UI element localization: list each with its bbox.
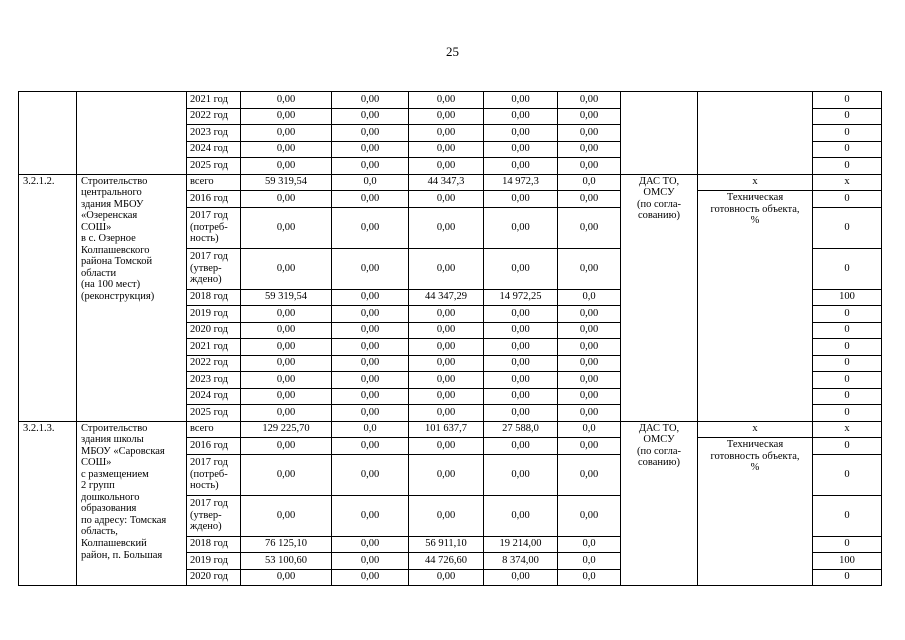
amount-c3: 0,00 [409,454,484,495]
amount-c3: 101 637,7 [409,421,484,438]
text-line: Техническая [726,439,784,450]
year-cell [187,405,241,422]
amount-c2: 0,00 [332,158,409,175]
table-row [19,421,882,438]
amount-c2: 0,00 [332,289,409,306]
year-cell [187,536,241,553]
text-line: 2019 год [190,554,228,566]
responsible-executor [621,174,698,421]
text-line: «Озеренская [81,210,138,222]
amount-c5: 0,00 [558,438,621,455]
text-line: ность) [190,480,219,492]
year-cell [187,322,241,339]
amount-c1: 0,00 [241,207,332,248]
text-line: Техническая [726,192,784,203]
text-line: всего [190,176,214,188]
item-name [77,421,187,586]
amount-c3: 0,00 [409,141,484,158]
amount-c2: 0,00 [332,339,409,356]
text-line: с размещением [81,468,149,480]
amount-c5: 0,0 [558,289,621,306]
amount-c4: 0,00 [484,569,558,586]
amount-c3: 0,00 [409,108,484,125]
indicator-target-value: 0 [813,405,882,422]
year-cell [187,92,241,109]
text-line: ждено) [190,521,222,533]
indicator-target-value: 0 [813,388,882,405]
amount-c1: 0,00 [241,438,332,455]
text-line: 2024 год [190,390,228,402]
amount-c5: 0,00 [558,388,621,405]
amount-c2: 0,00 [332,438,409,455]
amount-c4: 0,00 [484,355,558,372]
amount-c2: 0,00 [332,306,409,323]
amount-c1: 0,00 [241,306,332,323]
amount-c4: 0,00 [484,191,558,208]
amount-c4: 19 214,00 [484,536,558,553]
amount-c2: 0,00 [332,92,409,109]
amount-c2: 0,00 [332,569,409,586]
item-code [19,421,77,586]
text-line: 2021 год [190,93,228,105]
amount-c5: 0,0 [558,536,621,553]
amount-c3: 0,00 [409,191,484,208]
text-line: 2018 год [190,538,228,550]
amount-c1: 0,00 [241,569,332,586]
text-line: (утвер- [190,509,222,521]
text-line: 2016 год [190,439,228,451]
amount-c2: 0,00 [332,495,409,536]
text-line: (реконструкция) [81,290,155,302]
item-code [19,92,77,175]
amount-c5: 0,00 [558,372,621,389]
text-line: сованию) [638,210,680,222]
text-line: 2018 год [190,291,228,303]
amount-c2: 0,00 [332,191,409,208]
amount-c1: 53 100,60 [241,553,332,570]
text-line: СОШ» [81,221,112,233]
text-line: область, [81,526,118,538]
table-row [19,92,882,109]
text-line: области [81,267,117,279]
text-line: 2025 год [190,406,228,418]
indicator-target-value: 0 [813,495,882,536]
text-line: 2017 год [190,457,228,469]
budget-table [18,91,882,586]
amount-c3: 0,00 [409,388,484,405]
indicator-target-value: 0 [813,355,882,372]
year-cell [187,158,241,175]
amount-c4: 0,00 [484,108,558,125]
text-line: ДАС ТО, [638,175,680,187]
year-cell [187,388,241,405]
text-line: Строительство [81,422,148,434]
text-line: МБОУ «Саровская [81,445,165,457]
text-line: 2017 год [190,251,228,263]
amount-c5: 0,00 [558,306,621,323]
text-line: 2017 год [190,210,228,222]
indicator-name [698,438,813,586]
year-cell [187,191,241,208]
amount-c3: 0,00 [409,207,484,248]
indicator-target-value: 0 [813,108,882,125]
amount-c1: 0,00 [241,158,332,175]
text-line: 2021 год [190,340,228,352]
text-line: (потреб- [190,221,228,233]
text-line: здания школы [81,434,144,446]
text-line: центрального [81,187,142,199]
text-line: ОМСУ [643,187,675,199]
amount-c2: 0,00 [332,405,409,422]
amount-c4: 0,00 [484,372,558,389]
amount-c3: 0,00 [409,339,484,356]
amount-c1: 0,00 [241,248,332,289]
text-line: района Томской [81,256,153,268]
indicator-target-value: 0 [813,207,882,248]
indicator-target-value: 0 [813,158,882,175]
amount-c2: 0,00 [332,322,409,339]
item-name [77,174,187,421]
amount-c5: 0,00 [558,355,621,372]
amount-c4: 0,00 [484,125,558,142]
year-cell [187,108,241,125]
text-line: 2017 год [190,498,228,510]
indicator-target-value: x [813,421,882,438]
year-cell [187,339,241,356]
year-cell [187,207,241,248]
amount-c3: 0,00 [409,92,484,109]
amount-c3: 0,00 [409,158,484,175]
text-line: сованию) [638,457,680,469]
year-cell [187,438,241,455]
amount-c2: 0,00 [332,125,409,142]
amount-c2: 0,00 [332,248,409,289]
indicator-target-value: x [813,174,882,191]
amount-c5: 0,00 [558,158,621,175]
text-line: здания МБОУ [81,198,144,210]
amount-c1: 59 319,54 [241,289,332,306]
amount-c1: 0,00 [241,322,332,339]
indicator-value: x [698,174,813,191]
amount-c4: 0,00 [484,158,558,175]
indicator-target-value: 0 [813,141,882,158]
table-row [19,174,882,191]
text-line: (утвер- [190,262,222,274]
year-cell [187,372,241,389]
amount-c5: 0,0 [558,174,621,191]
amount-c4: 8 374,00 [484,553,558,570]
text-line: 2022 год [190,110,228,122]
amount-c5: 0,00 [558,248,621,289]
text-line: 2020 год [190,324,228,336]
text-line: ДАС ТО, [638,422,680,434]
amount-c2: 0,00 [332,108,409,125]
indicator-target-value: 100 [813,289,882,306]
text-line: 2020 год [190,571,228,583]
amount-c2: 0,00 [332,207,409,248]
text-line: готовность объекта, [710,203,800,215]
text-line: всего [190,423,214,435]
indicator-target-value: 0 [813,372,882,389]
amount-c1: 0,00 [241,454,332,495]
year-cell [187,355,241,372]
text-line: % [750,215,760,227]
amount-c5: 0,00 [558,322,621,339]
indicator-target-value: 0 [813,536,882,553]
amount-c5: 0,00 [558,454,621,495]
amount-c5: 0,00 [558,125,621,142]
amount-c3: 0,00 [409,306,484,323]
text-line: 2 групп [81,480,115,492]
amount-c5: 0,00 [558,207,621,248]
amount-c3: 56 911,10 [409,536,484,553]
amount-c1: 0,00 [241,405,332,422]
indicator-target-value: 0 [813,248,882,289]
amount-c1: 59 319,54 [241,174,332,191]
amount-c5: 0,00 [558,108,621,125]
amount-c1: 0,00 [241,355,332,372]
item-name [77,92,187,175]
indicator-target-value: 0 [813,569,882,586]
indicator-target-value: 0 [813,306,882,323]
amount-c1: 0,00 [241,495,332,536]
amount-c2: 0,0 [332,421,409,438]
text-line: образования [81,503,137,515]
text-line: 2019 год [190,307,228,319]
amount-c1: 0,00 [241,191,332,208]
amount-c4: 0,00 [484,339,558,356]
amount-c3: 0,00 [409,438,484,455]
amount-c5: 0,0 [558,421,621,438]
amount-c3: 44 347,3 [409,174,484,191]
year-cell [187,289,241,306]
text-line: Колпашевский [81,537,147,549]
amount-c5: 0,00 [558,92,621,109]
item-code [19,174,77,421]
indicator-target-value: 100 [813,553,882,570]
amount-c3: 0,00 [409,495,484,536]
text-line: % [750,462,760,474]
amount-c4: 0,00 [484,248,558,289]
amount-c2: 0,00 [332,454,409,495]
amount-c3: 0,00 [409,248,484,289]
year-cell [187,421,241,438]
amount-c1: 0,00 [241,108,332,125]
text-line: 2022 год [190,357,228,369]
amount-c2: 0,00 [332,536,409,553]
text-line: (потреб- [190,468,228,480]
amount-c4: 14 972,3 [484,174,558,191]
amount-c4: 0,00 [484,306,558,323]
year-cell [187,553,241,570]
year-cell [187,248,241,289]
text-line: (по согла- [636,445,682,457]
amount-c2: 0,00 [332,372,409,389]
text-line: готовность объекта, [710,450,800,462]
item-code-text: 3.2.1.2. [23,175,55,187]
amount-c5: 0,0 [558,569,621,586]
amount-c3: 0,00 [409,125,484,142]
item-code-text: 3.2.1.3. [23,422,55,434]
indicator-target-value: 0 [813,322,882,339]
amount-c3: 44 726,60 [409,553,484,570]
amount-c3: 0,00 [409,355,484,372]
amount-c5: 0,0 [558,553,621,570]
text-line: (на 100 мест) [81,279,141,291]
page-number: 25 [446,44,459,59]
amount-c2: 0,00 [332,553,409,570]
amount-c1: 0,00 [241,92,332,109]
amount-c4: 27 588,0 [484,421,558,438]
amount-c2: 0,00 [332,141,409,158]
amount-c4: 0,00 [484,322,558,339]
amount-c4: 0,00 [484,207,558,248]
text-line: дошкольного [81,491,140,503]
text-line: (по согла- [636,198,682,210]
amount-c4: 0,00 [484,141,558,158]
indicator-name [698,191,813,422]
amount-c1: 0,00 [241,388,332,405]
amount-c1: 76 125,10 [241,536,332,553]
amount-c2: 0,00 [332,388,409,405]
amount-c5: 0,00 [558,141,621,158]
year-cell [187,306,241,323]
amount-c1: 0,00 [241,339,332,356]
amount-c3: 0,00 [409,372,484,389]
text-line: ОМСУ [643,434,675,446]
amount-c1: 0,00 [241,125,332,142]
text-line: 2024 год [190,143,228,155]
text-line: 2023 год [190,126,228,138]
text-line: 2016 год [190,192,228,204]
indicator-target-value: 0 [813,438,882,455]
amount-c1: 0,00 [241,372,332,389]
text-line: Колпашевского [81,244,150,256]
amount-c5: 0,00 [558,405,621,422]
amount-c3: 0,00 [409,569,484,586]
indicator-target-value: 0 [813,454,882,495]
indicator-target-value: 0 [813,125,882,142]
amount-c4: 0,00 [484,388,558,405]
amount-c4: 0,00 [484,454,558,495]
indicator-target-value: 0 [813,191,882,208]
year-cell [187,141,241,158]
amount-c1: 129 225,70 [241,421,332,438]
amount-c2: 0,0 [332,174,409,191]
text-line: ждено) [190,274,222,286]
year-cell [187,174,241,191]
amount-c4: 0,00 [484,438,558,455]
amount-c3: 0,00 [409,405,484,422]
indicator-target-value: 0 [813,92,882,109]
text-line: район, п. Большая [81,549,163,561]
amount-c4: 0,00 [484,495,558,536]
amount-c2: 0,00 [332,355,409,372]
indicator-value: x [698,421,813,438]
amount-c5: 0,00 [558,339,621,356]
amount-c4: 0,00 [484,405,558,422]
year-cell [187,125,241,142]
amount-c4: 14 972,25 [484,289,558,306]
text-line: 2023 год [190,373,228,385]
year-cell [187,569,241,586]
year-cell [187,454,241,495]
amount-c1: 0,00 [241,141,332,158]
text-line: 2025 год [190,159,228,171]
indicator-name [698,92,813,175]
text-line: по адресу: Томская [81,514,167,526]
text-line: в с. Озерное [81,233,136,245]
responsible-executor [621,421,698,586]
amount-c3: 0,00 [409,322,484,339]
amount-c4: 0,00 [484,92,558,109]
amount-c3: 44 347,29 [409,289,484,306]
indicator-target-value: 0 [813,339,882,356]
year-cell [187,495,241,536]
text-line: ность) [190,233,219,245]
text-line: Строительство [81,175,148,187]
responsible-executor [621,92,698,175]
amount-c5: 0,00 [558,495,621,536]
amount-c5: 0,00 [558,191,621,208]
text-line: СОШ» [81,457,112,469]
